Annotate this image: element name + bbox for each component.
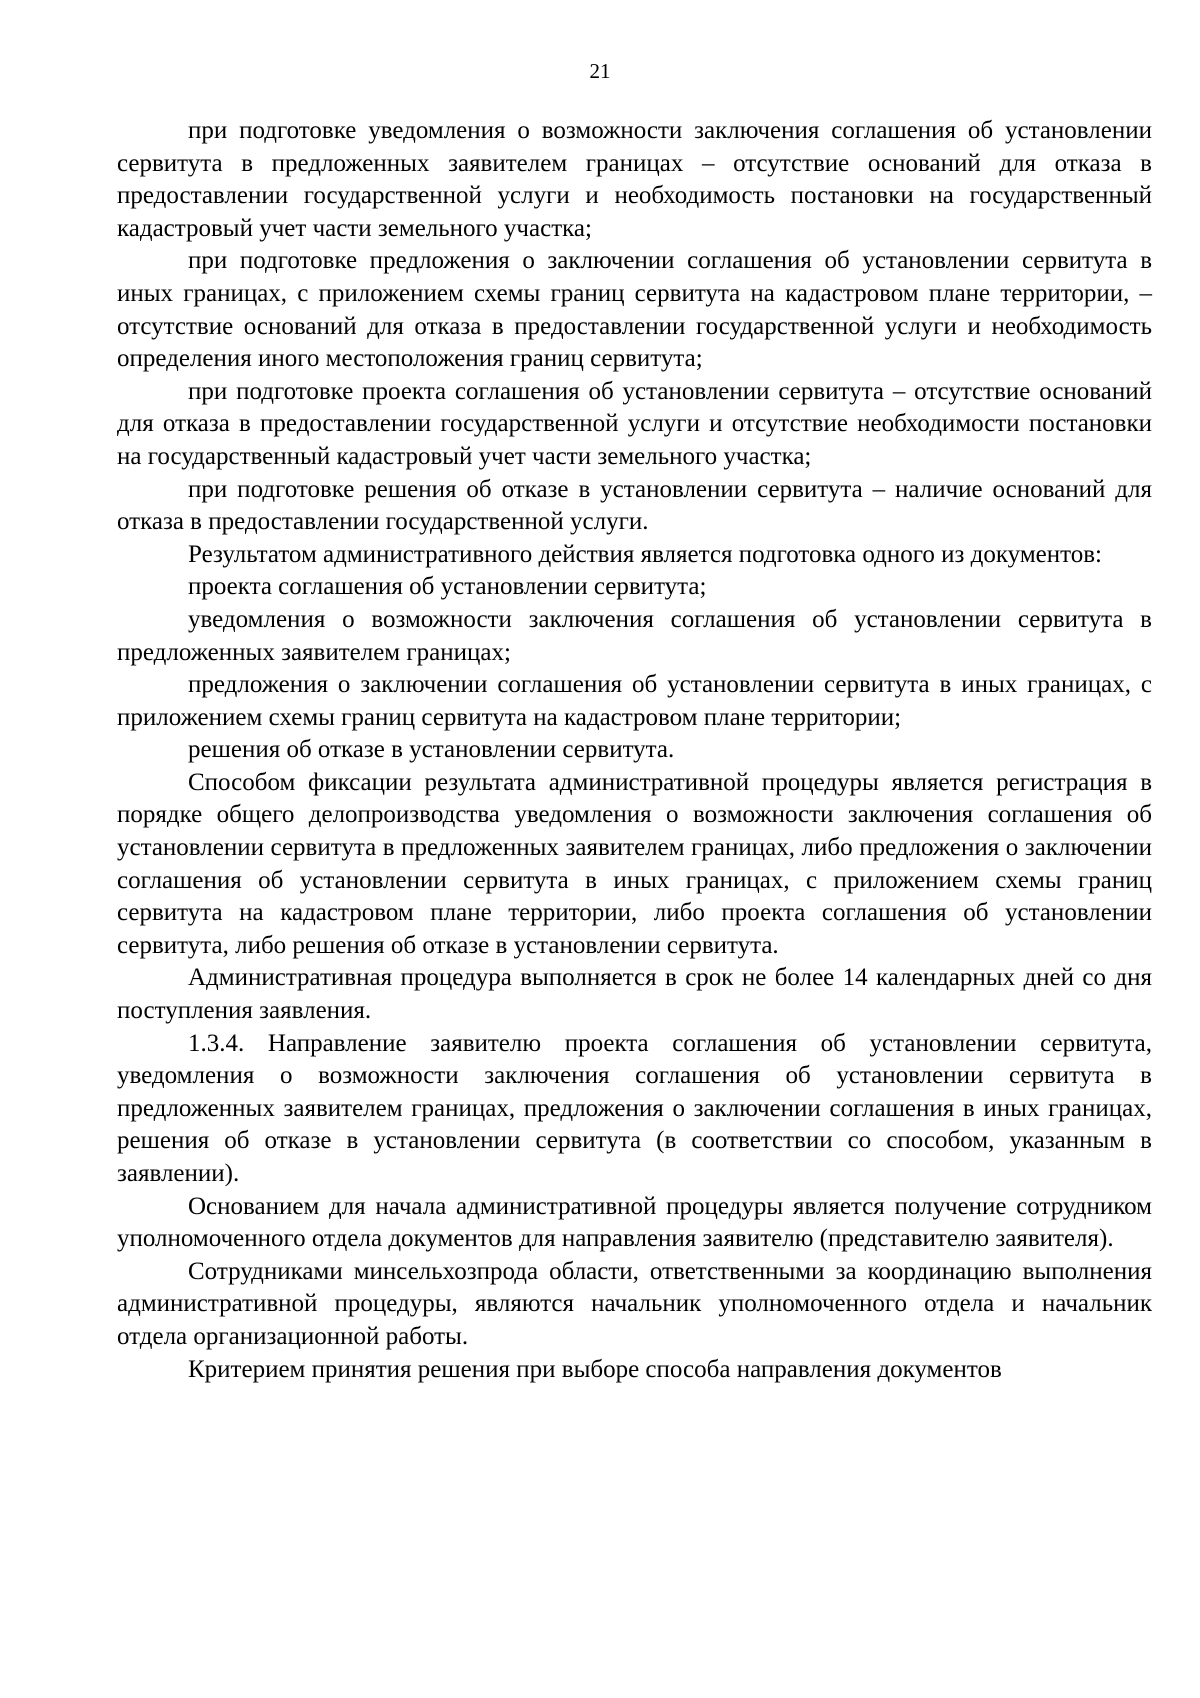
paragraph: проекта соглашения об установлении сервитута; [188,573,707,601]
paragraph: решения об отказе в установлении сервитута. [188,736,675,764]
paragraph: Сотрудниками минсельхозпрода области, ответственными за координацию выполнения административной процедуры, являются начальник уполномоченного отдела и начальник отдела организационной работы. [117,1257,1152,1350]
paragraph: при подготовке проекта соглашения об установлении сервитута – отсутствие оснований для отказа в предоставлении государственной услуги и отсутствие необходимости постановки на государственный кадастровый учет части земельного участка; [117,377,1152,470]
paragraph: Критерием принятия решения при выборе способа направления документов [188,1355,1002,1383]
paragraph: при подготовке решения об отказе в установлении сервитута – наличие оснований для отказа в предоставлении государственной услуги. [117,475,1152,536]
paragraph: при подготовке предложения о заключении соглашения об установлении сервитута в иных границах, с приложением схемы границ сервитута на кадастровом плане территории, – отсутствие оснований для отказа в предоставлении государственной услуги и необходимость определения иного местоположения границ сервитута; [117,247,1152,373]
paragraph: уведомления о возможности заключения соглашения об установлении сервитута в предложенных заявителем границах; [117,605,1152,666]
paragraph: Административная процедура выполняется в срок не более 14 календарных дней со дня поступления заявления. [117,964,1152,1025]
paragraph: Основанием для начала административной процедуры является получение сотрудником уполномоченного отдела документов для направления заявителю (представителю заявителя). [117,1192,1152,1253]
section-heading-paragraph: 1.3.4. Направление заявителю проекта соглашения об установлении сервитута, уведомления о возможности заключения соглашения об установлении сервитута в предложенных заявителем границах, предложения о заключении соглашения в иных границах, решения об отказе в установлении сервитута (в соответствии со способом, указанным в заявлении). [117,1029,1152,1187]
paragraph: Способом фиксации результата административной процедуры является регистрация в порядке общего делопроизводства уведомления о возможности заключения соглашения об установлении сервитута в предложенных заявителем границах, либо предложения о заключении соглашения об установлении сервитута в иных границах, с приложением схемы границ сервитута на кадастровом плане территории, либо проекта соглашения об установлении сервитута, либо решения об отказе в установлении сервитута. [117,768,1152,959]
paragraph: при подготовке уведомления о возможности заключения соглашения об установлении сервитута в предложенных заявителем границах – отсутствие оснований для отказа в предоставлении государственной услуги и необходимость постановки на государственный кадастровый учет части земельного участка; [117,117,1152,242]
paragraph: предложения о заключении соглашения об установлении сервитута в иных границах, с приложением схемы границ сервитута на кадастровом плане территории; [117,671,1152,731]
paragraph: Результатом административного действия является подготовка одного из документов: [188,540,1102,568]
document-body [117,115,1152,1386]
page-number: 21 [589,59,611,83]
